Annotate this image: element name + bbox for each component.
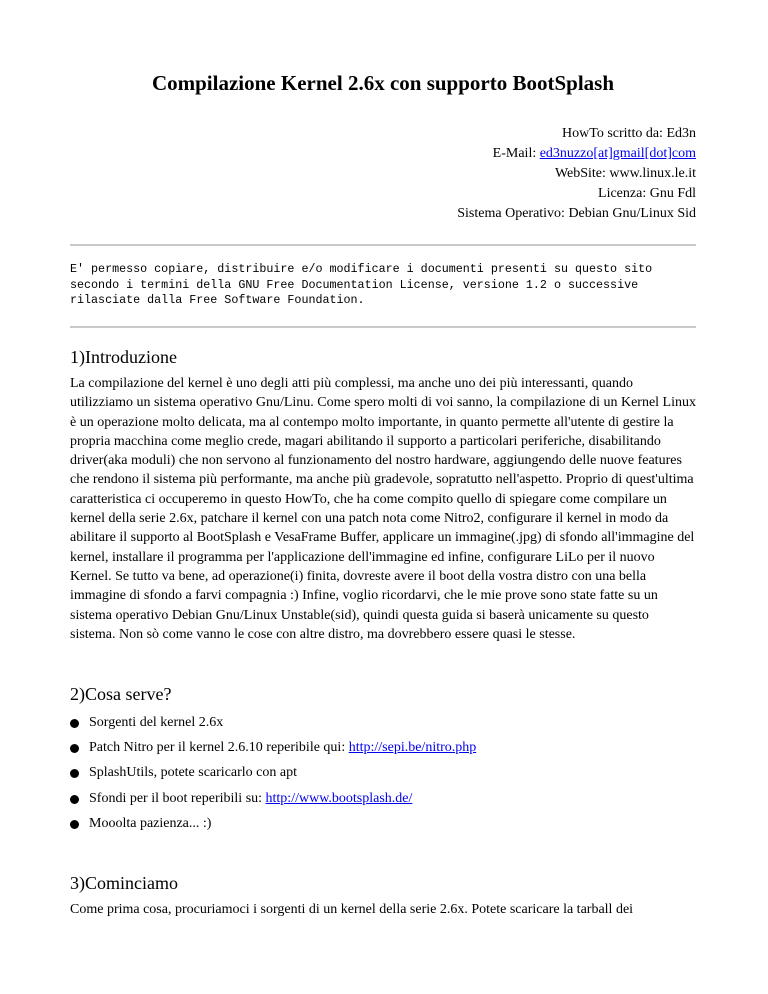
requirements-list	[70, 713, 476, 839]
document-title: Compilazione Kernel 2.6x con supporto BootSplash	[151, 71, 615, 95]
list-item	[70, 763, 476, 788]
license-notice	[70, 262, 710, 309]
list-item	[70, 814, 476, 839]
license-line: Licenza: Gnu Fdl	[598, 186, 696, 201]
os-line: Sistema Operativo: Debian Gnu/Linux Sid	[457, 206, 696, 221]
list-item-text: Patch Nitro per il kernel 2.6.10 reperibile qui:	[89, 740, 349, 756]
license-notice-line: secondo i termini della GNU Free Documentation License, versione 1.2 o successive	[70, 277, 639, 292]
list-item	[70, 713, 476, 738]
bullet-icon	[70, 820, 79, 829]
start-paragraph: Come prima cosa, procuriamoci i sorgenti di un kernel della serie 2.6x. Potete scaricare la tarball dei	[70, 902, 634, 917]
section-heading-intro: 1)Introduzione	[70, 347, 177, 367]
list-item-text: Sorgenti del kernel 2.6x	[89, 715, 224, 730]
divider-top	[70, 244, 696, 246]
section-heading-start: 3)Cominciamo	[70, 873, 178, 893]
bootsplash-link[interactable]: http://www.bootsplash.de/	[265, 790, 413, 806]
bullet-icon	[70, 769, 79, 778]
license-notice-line: E' permesso copiare, distribuire e/o modificare i documenti presenti su questo sito	[70, 262, 653, 276]
list-item-text: Sfondi per il boot reperibili su:	[89, 790, 266, 806]
author-line: HowTo scritto da: Ed3n	[562, 126, 696, 141]
divider-bottom	[70, 326, 696, 328]
bullet-icon	[70, 719, 79, 728]
document-meta	[457, 124, 696, 224]
list-item	[70, 789, 476, 814]
list-item	[70, 738, 476, 763]
intro-paragraph: La compilazione del kernel è uno degli atti più complessi, ma anche uno dei più interessanti, quando utilizziamo un sistema operativo Gnu/Linu. Come spero molti di voi sanno, la compilazione di un Kernel Linux è un operazione molto delicata, ma al contempo molto importante, in quanto permette all'utente di gestire la propria macchina come meglio crede, magari abilitando il supporto a particolari periferiche, disabilitando driver(aka moduli) che non servono al funzionamento del nostro hardware, aggiungendo delle nuove features che rendono il sistema più performante, ma anche più gradevole, sopratutto nell'aspetto. Proprio di quest'ultima caratteristica ci occuperemo in questo HowTo, che ha come compito quello di spiegare come compilare un kernel della serie 2.6x, patchare il kernel con una patch nota come Nitro2, configurare il kernel in modo da abilitare il supporto al BootSplash e VesaFrame Buffer, applicare un immagine(.jpg) di sfondo all'immagine del kernel, installare il programma per l'applicazione dell'immagine ed infine, configurare LiLo per il nuovo Kernel. Se tutto va bene, ad operazione(i) finita, dovreste avere il boot della vostra distro con una bella immagine di sfondo a farvi compagnia :) Infine, voglio ricordarvi, che le mie prove sono state fatte su un sistema operativo Debian Gnu/Linux Unstable(sid), quindi questa guida si baserà unicamente su questo sistema. Non sò come vanno le cose con altre distro, ma dovrebbero essere quasi le stesse.	[70, 376, 696, 642]
license-notice-line: rilasciate dalla Free Software Foundation.	[70, 293, 365, 307]
website-line: WebSite: www.linux.le.it	[554, 166, 696, 181]
list-item-text: Mooolta pazienza... :)	[89, 815, 212, 831]
section-heading-requirements: 2)Cosa serve?	[70, 684, 172, 704]
bullet-icon	[70, 744, 79, 753]
email-link[interactable]: ed3nuzzo[at]gmail[dot]com	[539, 146, 696, 161]
email-label: E-Mail:	[492, 146, 540, 161]
bullet-icon	[70, 795, 79, 804]
nitro-patch-link[interactable]: http://sepi.be/nitro.php	[348, 740, 477, 756]
list-item-text: SplashUtils, potete scaricarlo con apt	[89, 765, 297, 781]
email-line	[457, 144, 696, 164]
